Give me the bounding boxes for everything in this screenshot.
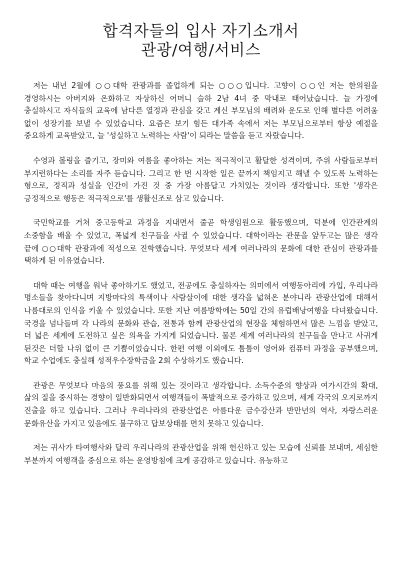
paragraph-motivation: 저는 귀사가 타여행사와 달리 우리나라의 관광산업을 위해 헌신하고 있는 모습에 신뢰를 보내며, 세심한 부분까지 여행객을 중심으로 하는 운영방침에 크게 공감하고 있습니다. 유능하고 [24, 443, 378, 465]
paragraph-tourism-view: 관광은 무엇보다 마음의 풍요를 위해 있는 것이라고 생각합니다. 소득수준의 향상과 여가시간의 확대, 삶의 질을 중시하는 경향이 일반화되면서 여행객들이 폭발적으로 증가하고 있으며, 세계 각국의 오지로까지 진출을 하고 있습니다. 그러나 우리나라의 관광산업은 아름다운 금수강산과 반만년의 역사, 자랑스러운 문화유산을 가지고 있음에도 불구하고 답보상태를 면치 못하고 있습니다. [24, 380, 378, 428]
paragraph-education: 국민학교를 거쳐 중고등학교 과정을 지내면서 줄곧 학생임원으로 활동했으며, 덕분에 인간관계의 소중함을 배울 수 있었고, 폭넓게 친구들을 사귈 수 있었습니다. 대학이라는 관문을 앞두고는 많은 생각 끝에 ○○대학 관광과에 적성으로 진학했습니다. 무엇보다 세계 여러나라의 문화에 대한 관심이 관광과를 택하게 된 이유였습니다. [24, 218, 378, 266]
document-title: 합격자들의 입사 자기소개서 [102, 22, 300, 40]
document-subtitle: 관광/여행/서비스 [141, 41, 261, 59]
paragraph-college-experience: 대학 때는 여행을 워낙 좋아하기도 했었고, 전공에도 충실하자는 의미에서 여행동아리에 가입, 우리나라 명소들을 찾아다니며 지방마다의 특색이나 사람살이에 대한 생각을 넓혀온 분야니라 관광산업에 대해서 나름대로의 인식을 키울 수 있었습니다. 또한 지난 여름방학에는 50일 간의 유럽배낭여행을 다녀왔습니다. 국경을 넘나들며 각 나라의 문화와 관습, 전통과 함께 관광산업의 현장을 체험하면서 많은 느낌을 받았고, 더 넓은 세계에 도전하고 싶은 의욕을 가지게 되었습니다. 물론 세계 여러나라의 친구들을 만나고 사귀게 된것은 더할 나위 없이 큰 기쁨이었습니다. 한편 여행 이외에도 틈틈이 영어와 컴퓨터 과정을 공부했으며, 학교 수업에도 충실해 성적우수장학금을 2회 수상하기도 했습니다. [24, 280, 378, 366]
title-block [24, 22, 378, 60]
paragraph-family: 저는 내년 2월에 ○○대학 관광과를 졸업하게 되는 ○○○입니다. 고향이 ○○인 저는 한의원을 경영하시는 아버지와 온화하고 자상하신 어머니 슬하 2남 4녀 중 막내로 태어났습니다. 늘 가정에 충실하시고 자식들의 교육에 남다른 열정과 관심을 갖고 계신 부모님의 배려와 운도로 인해 별다른 어려움 없이 성장기를 보낼 수 있었습니다. 요즘은 보기 힘든 대가족 속에서 저는 부모님으로부터 항상 예절을 중요하게 교육받았고, 늘 '성실하고 노력하는 사람'이 되라는 말씀을 듣고 자랐습니다. [24, 81, 378, 141]
paragraph-personality: 수영과 볼링을 즐기고, 장미와 여름을 좋아하는 저는 적극적이고 활달한 성격이며, 주위 사람들로부터 부지런하다는 소리를 자주 듣습니다. 그리고 한 번 시작한 일은 끝까지 책임지고 해낼 수 있도록 노력하는 형으로, 정직과 성실을 인간이 가진 것 중 가장 아름답고 가치있는 것이라 생각합니다. 또한 '생각은 긍정적으로 행동은 적극적으로'를 생활신조로 삼고 있습니다. [24, 155, 378, 203]
